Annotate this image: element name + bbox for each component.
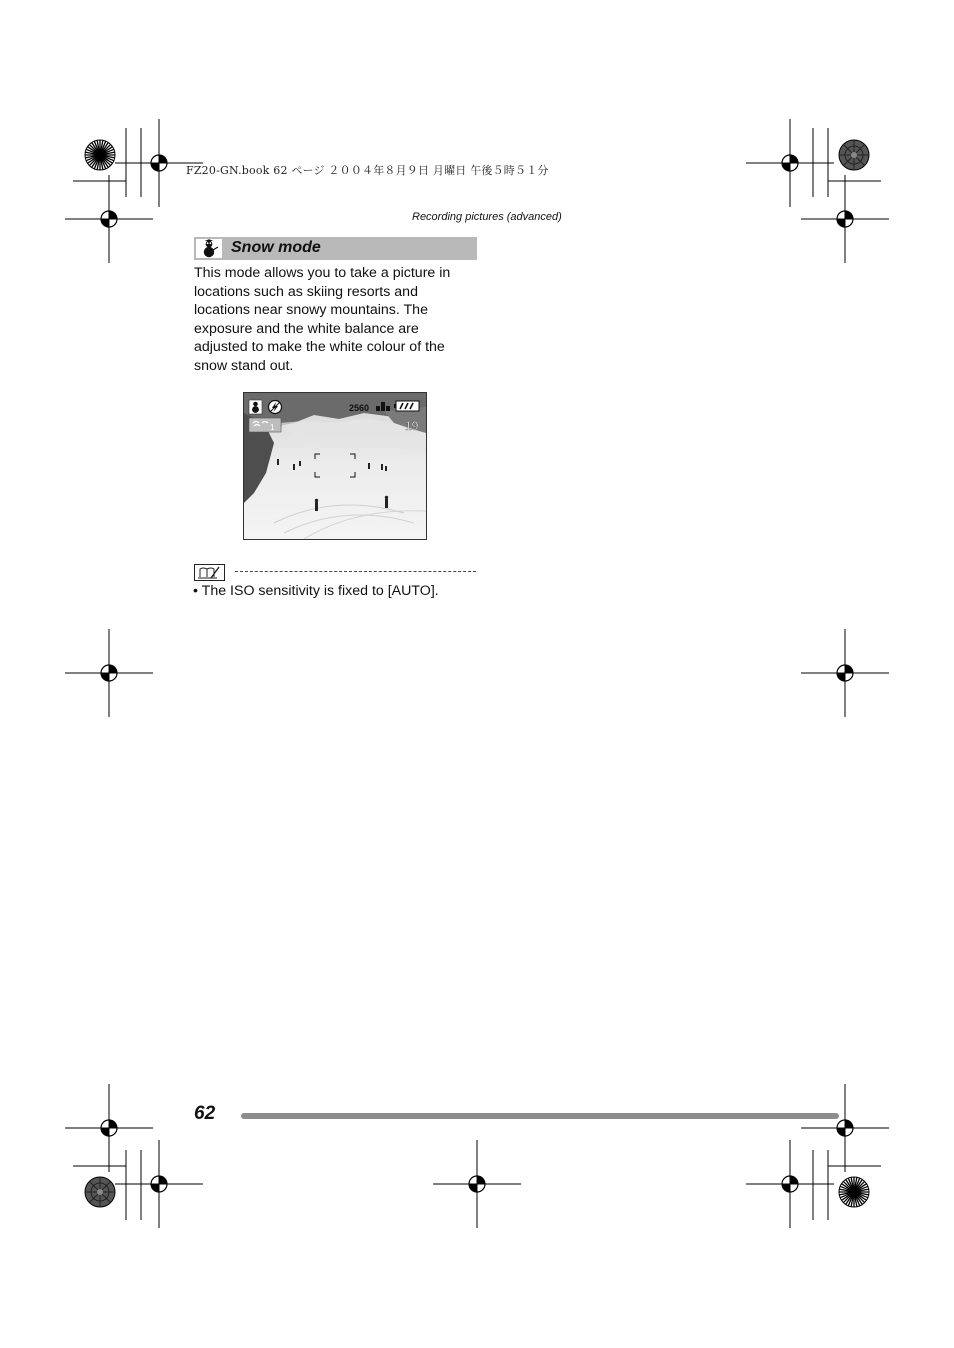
body-line: adjusted to make the white colour of the — [194, 339, 445, 356]
print-header: FZ20-GN.book 62 ページ ２００４年８月９日 月曜日 午後５時５１分 — [186, 164, 549, 177]
note-icon — [194, 564, 225, 581]
snow-mode-icon — [249, 400, 262, 414]
resolution-readout: 2560 — [349, 403, 370, 413]
note-bullet: • The ISO sensitivity is fixed to [AUTO]. — [193, 583, 439, 599]
note-divider — [235, 571, 476, 572]
snow-mode-icon — [196, 239, 222, 258]
body-line: This mode allows you to take a picture in — [194, 265, 451, 281]
section-header — [194, 237, 477, 260]
flash-off-icon — [269, 401, 282, 414]
ski-slope-photo — [244, 393, 426, 539]
camera-screen-illustration — [243, 392, 427, 540]
stabilizer-mode-readout: 1 — [270, 423, 275, 432]
section-title: Snow mode — [231, 239, 321, 256]
body-line: exposure and the white balance are — [194, 320, 419, 337]
body-line: locations near snowy mountains. The — [194, 302, 428, 319]
body-line: locations such as skiing resorts and — [194, 283, 418, 300]
body-line: snow stand out. — [194, 357, 294, 374]
shots-remaining-readout: 19 — [405, 419, 419, 433]
page-number: 62 — [194, 1103, 216, 1124]
battery-icon — [394, 401, 419, 411]
stabilizer-icon — [249, 418, 281, 432]
footer-rule — [241, 1113, 839, 1119]
body-paragraph — [194, 264, 479, 376]
running-head: Recording pictures (advanced) — [412, 211, 562, 223]
